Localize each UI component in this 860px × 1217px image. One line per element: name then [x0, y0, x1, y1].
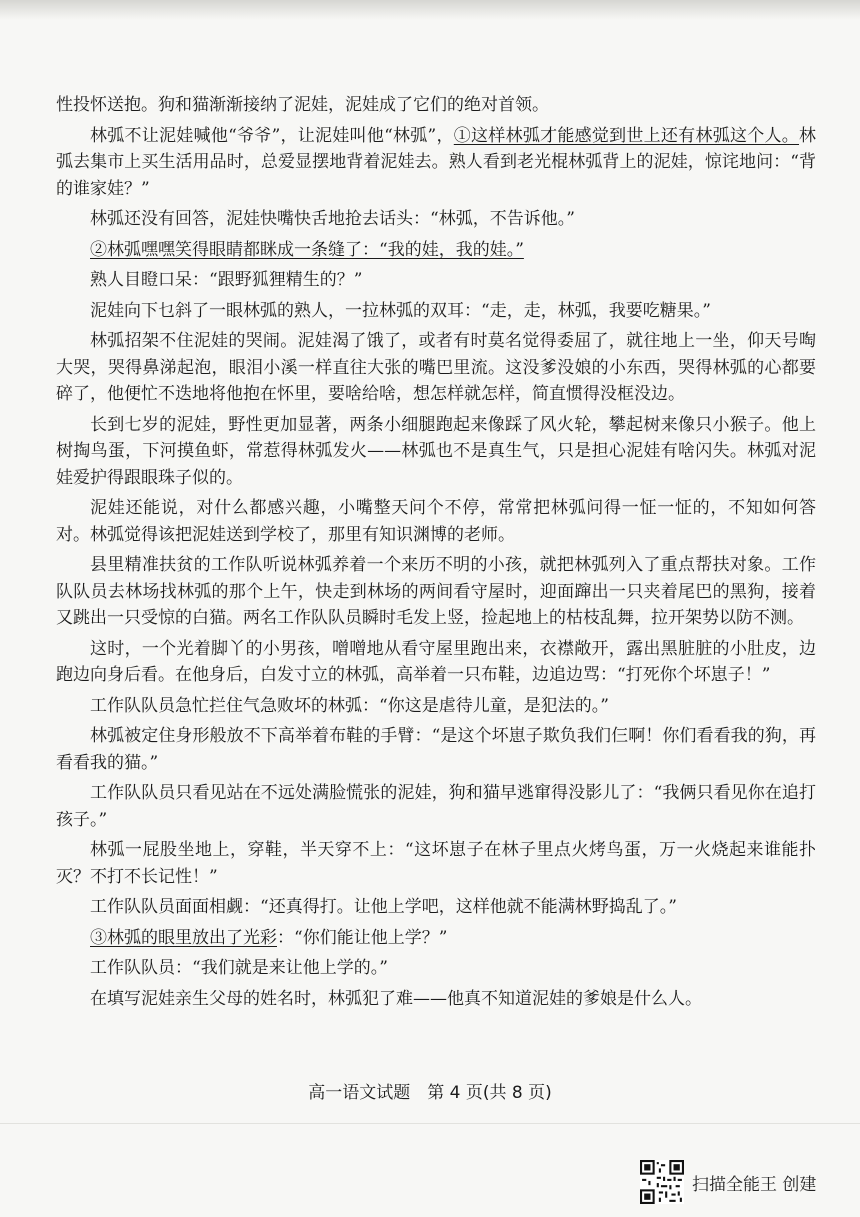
text-segment: 林弧还没有回答，泥娃快嘴快舌地抢去话头：“林弧，不告诉他。” — [90, 209, 575, 229]
divider — [0, 1123, 860, 1124]
text-segment: 泥娃还能说，对什么都感兴趣，小嘴整天问个不停，常常把林弧问得一怔一怔的，不知如何答对。林弧觉得该把泥娃送到学校了，那里有知识渊博的老师。 — [56, 498, 816, 545]
scanner-watermark — [640, 1160, 816, 1204]
paragraph — [56, 237, 816, 264]
text-segment: 林弧一屁股坐地上，穿鞋，半天穿不上：“这坏崽子在林子里点火烤鸟蛋，万一火烧起来谁能扑灭？不打不长记性！” — [56, 840, 816, 887]
paragraph — [56, 693, 816, 720]
text-segment: 这时，一个光着脚丫的小男孩，噌噌地从看守屋里跑出来，衣襟敞开，露出黑脏脏的小肚皮，边跑边向身后看。在他身后，白发寸立的林弧，高举着一只布鞋，边追边骂：“打死你个坏崽子！” — [56, 638, 816, 685]
text-segment: 熟人目瞪口呆：“跟野狐狸精生的？” — [90, 270, 363, 290]
text-segment: 林弧去集市上买生活用品时，总爱显摆地背着泥娃去。熟人看到老光棍林弧背上的泥娃，惊诧地问：“背的谁家娃？” — [56, 125, 817, 199]
text-segment: 工作队队员：“我们就是来让他上学的。” — [90, 958, 388, 978]
paragraph — [56, 92, 816, 119]
paragraph — [56, 780, 816, 833]
paragraph — [56, 723, 816, 776]
paragraph — [56, 925, 816, 952]
text-segment: 林弧被定住身形般放不下高举着布鞋的手臂：“是这个坏崽子欺负我们仨啊！你们看看我的狗，再看看我的猫。” — [56, 726, 816, 773]
paragraph — [56, 123, 816, 203]
paragraph — [56, 837, 816, 890]
paragraph — [56, 206, 816, 233]
text-segment: ：“你们能让他上学？” — [277, 927, 448, 948]
text-segment: 泥娃向下乜斜了一眼林弧的熟人，一拉林弧的双耳：“走，走，林弧，我要吃糖果。” — [90, 300, 711, 321]
paragraph — [56, 552, 816, 632]
qr-code-icon — [640, 1160, 684, 1204]
text-segment: 林弧不让泥娃喊他“爷爷”，让泥娃叫他“林弧”， — [90, 125, 454, 146]
text-segment: 长到七岁的泥娃，野性更加显著，两条小细腿跑起来像踩了风火轮，攀起树来像只小猴子。他上树掏鸟蛋，下河摸鱼虾，常惹得林弧发火——林弧也不是真生气，只是担心泥娃有啥闪失。林弧对泥娃爱护得跟眼珠子似的。 — [56, 414, 816, 488]
text-segment: 在填写泥娃亲生父母的姓名时，林弧犯了难——他真不知道泥娃的爹娘是什么人。 — [90, 988, 702, 1009]
underlined-sentence: ①这样林弧才能感觉到世上还有林弧这个人。 — [453, 125, 800, 146]
paragraph — [56, 328, 816, 408]
page-footer: 高一语文试题 第 4 页(共 8 页) — [308, 1083, 552, 1103]
paragraph — [56, 267, 816, 294]
paragraph — [56, 986, 816, 1013]
paragraph — [56, 955, 816, 982]
text-segment: 林弧招架不住泥娃的哭闹。泥娃渴了饿了，或者有时莫名觉得委屈了，就往地上一坐，仰天号啕大哭，哭得鼻涕起泡，眼泪小溪一样直往大张的嘴巴里流。这没爹没娘的小东西，哭得林弧的心都要碎了，他便忙不迭地将他抱在怀里，要啥给啥，想怎样就怎样，简直惯得没框没边。 — [56, 331, 816, 404]
text-segment: 县里精准扶贫的工作队听说林弧养着一个来历不明的小孩，就把林弧列入了重点帮扶对象。工作队队员去林场找林弧的那个上午，快走到林场的两间看守屋时，迎面蹿出一只夹着尾巴的黑狗，接着又跳出一只受惊的白猫。两名工作队队员瞬时毛发上竖，捡起地上的枯枝乱舞，拉开架势以防不测。 — [56, 555, 816, 628]
text-segment: 工作队队员面面相觑：“还真得打。让他上学吧，这样他就不能满林野捣乱了。” — [90, 897, 677, 917]
paragraph — [56, 298, 816, 325]
paragraph — [56, 636, 816, 689]
underlined-sentence: ③林弧的眼里放出了光彩 — [90, 927, 277, 948]
text-segment: 工作队队员只看见站在不远处满脸慌张的泥娃，狗和猫早逃窜得没影儿了：“我俩只看见你在追打孩子。” — [56, 783, 816, 830]
text-segment: 性投怀送抱。狗和猫渐渐接纳了泥娃，泥娃成了它们的绝对首领。 — [56, 95, 549, 115]
paragraph — [56, 495, 816, 548]
watermark-text: 扫描全能王 创建 — [692, 1174, 817, 1195]
text-segment: 工作队队员急忙拦住气急败坏的林弧：“你这是虐待儿童，是犯法的。” — [90, 695, 609, 716]
scan-top-edge — [0, 0, 860, 20]
paragraph — [56, 894, 816, 921]
paragraph — [56, 412, 816, 492]
article-body — [56, 92, 816, 1016]
underlined-sentence: ②林弧嘿嘿笑得眼睛都眯成一条缝了：“我的娃，我的娃。” — [90, 239, 524, 260]
